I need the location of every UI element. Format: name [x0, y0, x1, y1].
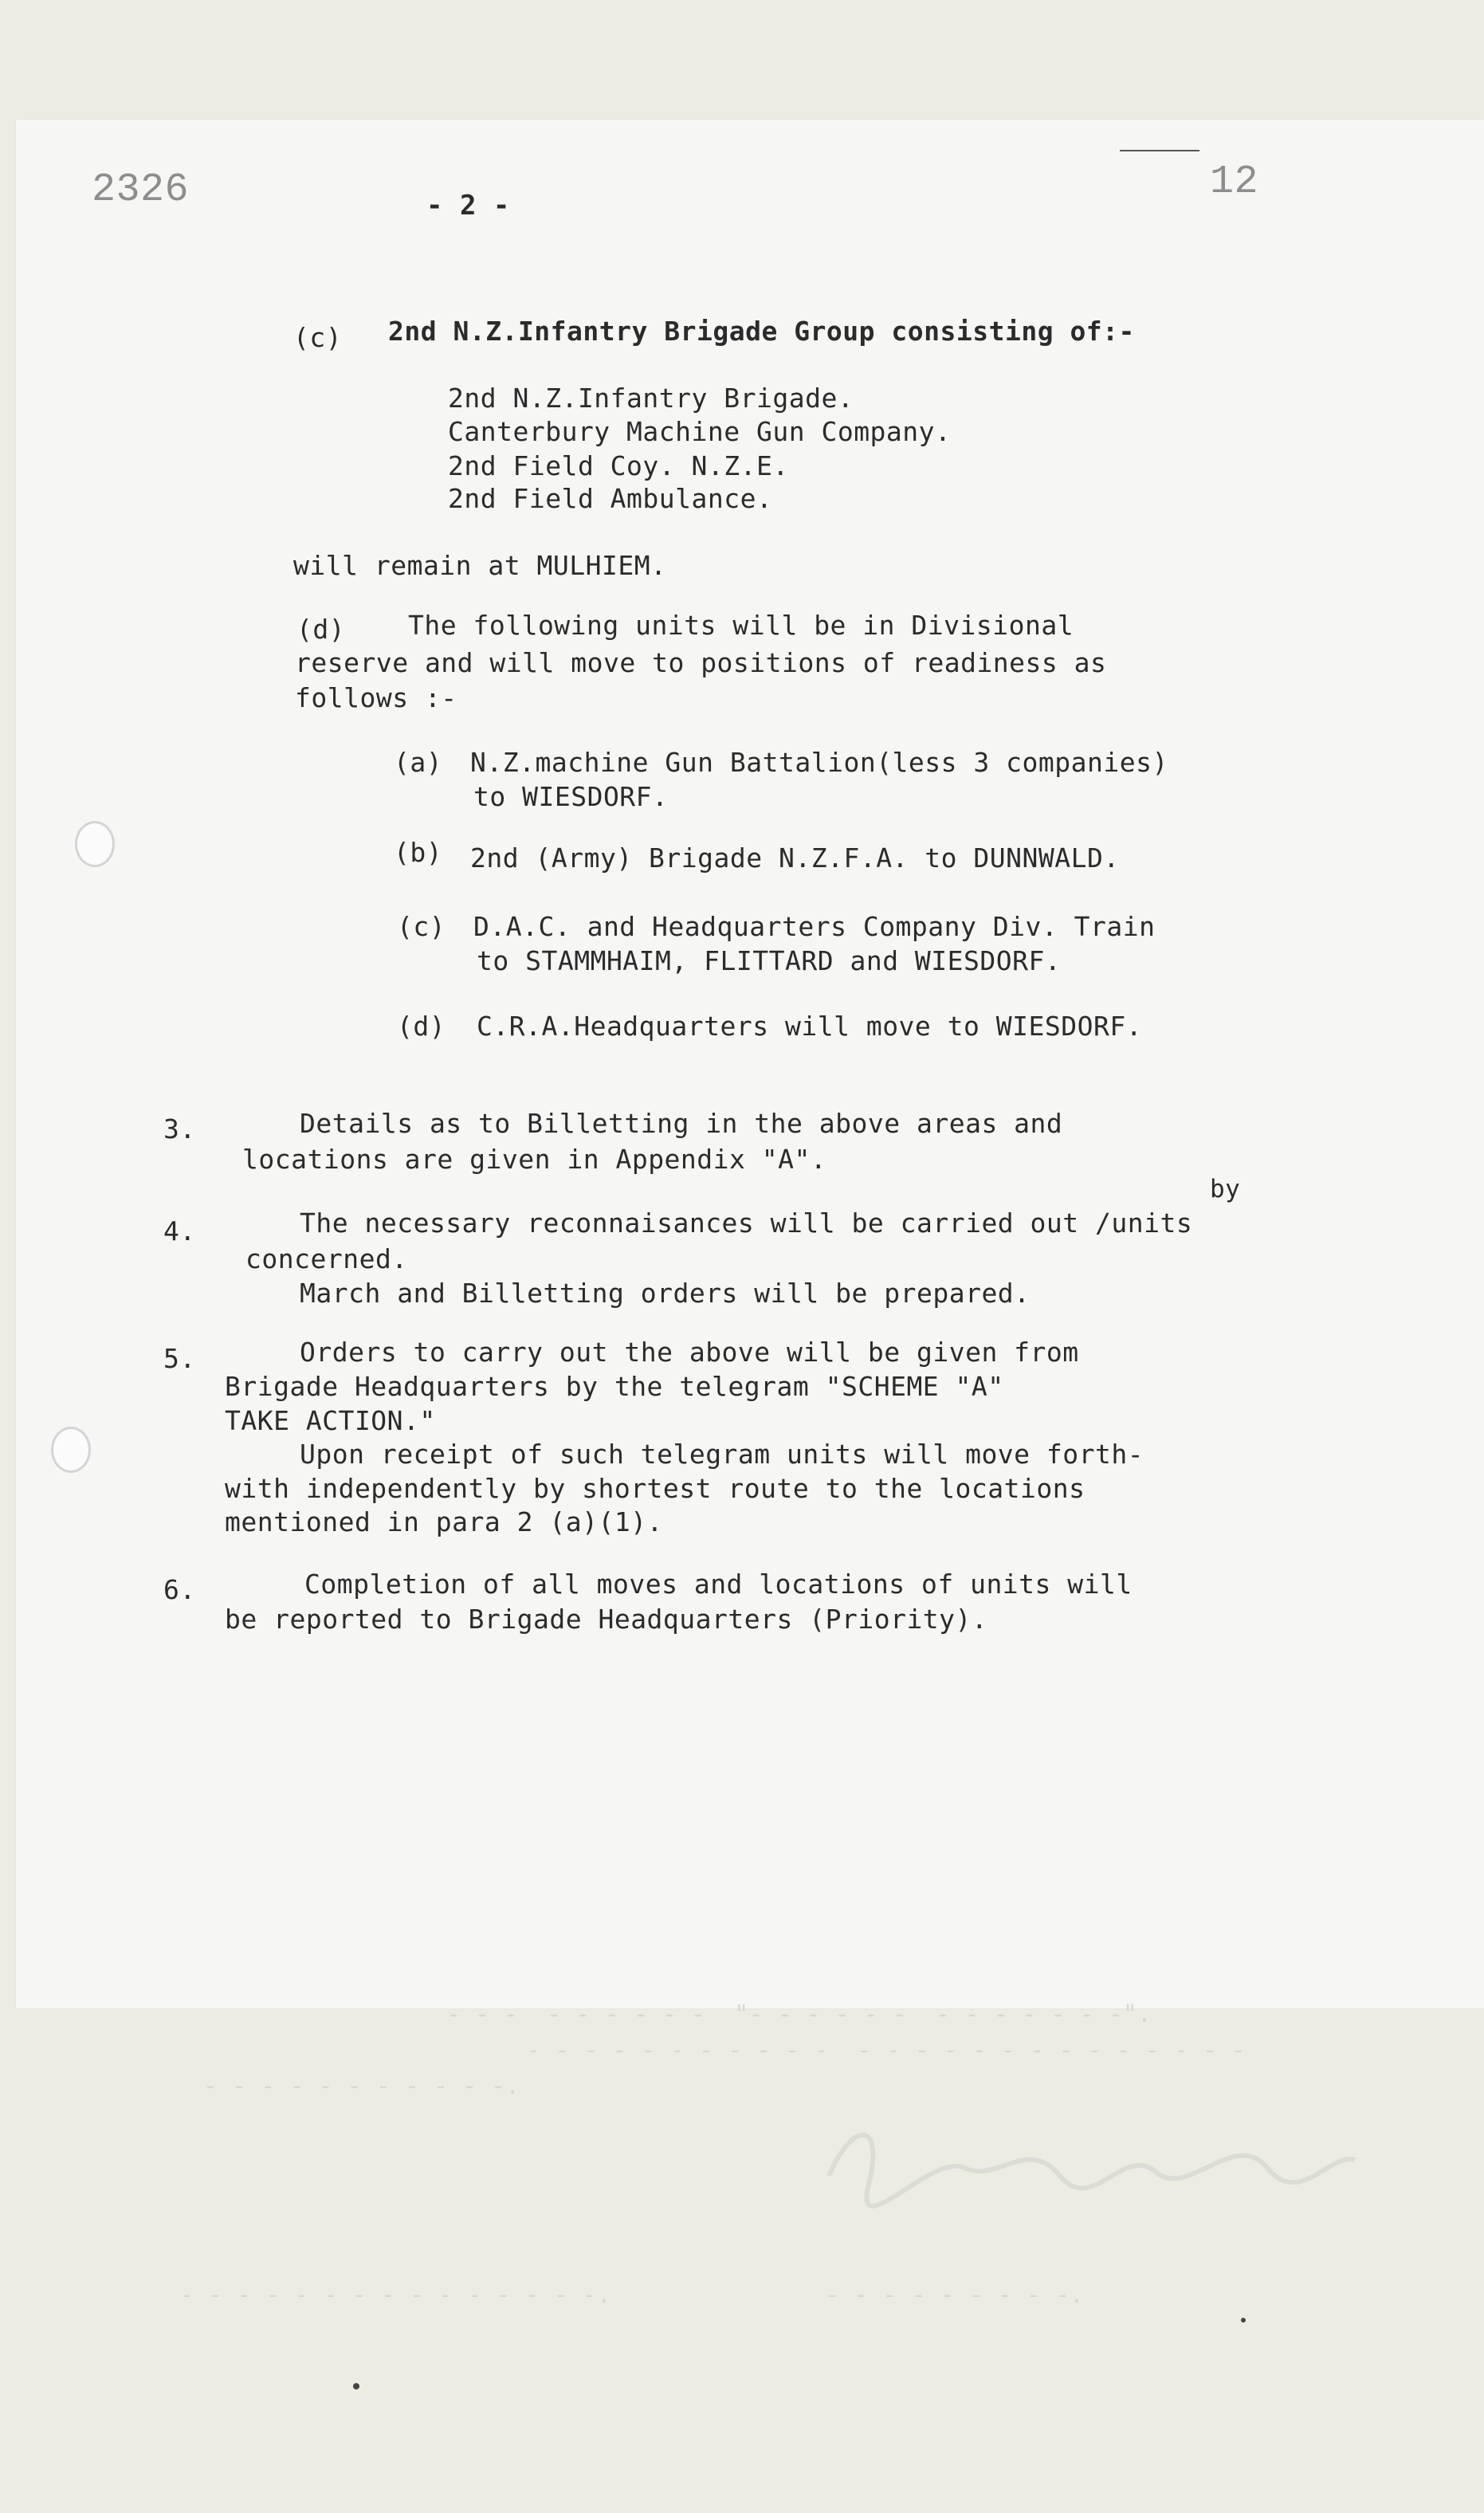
item-label: (b)	[394, 837, 443, 868]
section-d-line: The following units will be in Divisional	[408, 610, 1074, 641]
paragraph-line: with independently by shortest route to the locations	[225, 1473, 1086, 1504]
paragraph-line: Completion of all moves and locations of units will	[304, 1569, 1133, 1600]
item-label: (d)	[397, 1011, 446, 1042]
speck	[1241, 2318, 1246, 2323]
bleed-through-text: - - - - - - - - - "- - - - - - - - - - - - -".	[446, 2001, 1152, 2028]
folio-dash	[1120, 150, 1199, 151]
punch-hole	[75, 821, 115, 867]
paragraph-line: Brigade Headquarters by the telegram "SCHEME "A"	[225, 1371, 1004, 1402]
section-d-line: reserve and will move to positions of readiness as	[295, 647, 1107, 678]
unit-line: 2nd Field Ambulance.	[448, 483, 773, 514]
item-line: to WIESDORF.	[473, 781, 669, 812]
item-line: D.A.C. and Headquarters Company Div. Train	[473, 911, 1156, 942]
paragraph-line: Details as to Billetting in the above areas and	[300, 1108, 1063, 1139]
paragraph-line: locations are given in Appendix "A".	[242, 1144, 827, 1175]
remain-line: will remain at MULHIEM.	[293, 550, 667, 581]
unit-line: 2nd Field Coy. N.Z.E.	[448, 450, 789, 481]
item-label: (c)	[397, 911, 446, 942]
bleed-through-text: - - - - - - - - - - - - - - -.	[179, 2281, 611, 2309]
section-d-line: follows :-	[295, 682, 457, 713]
section-c-label: (c)	[293, 322, 343, 353]
section-c-heading: 2nd N.Z.Infantry Brigade Group consisting of:-	[388, 316, 1135, 347]
handwritten-insert: by	[1210, 1175, 1241, 1203]
reference-number: 2326	[92, 167, 190, 213]
item-line: to STAMMHAIM, FLITTARD and WIESDORF.	[477, 945, 1062, 976]
item-line: C.R.A.Headquarters will move to WIESDORF.	[477, 1011, 1143, 1042]
paragraph-line: be reported to Brigade Headquarters (Priority).	[225, 1604, 988, 1635]
bleed-through-signature	[821, 2104, 1363, 2224]
paragraph-number: 3.	[163, 1113, 196, 1145]
folio-number: 12	[1210, 159, 1259, 205]
item-line: N.Z.machine Gun Battalion(less 3 companies)	[470, 747, 1168, 778]
paragraph-line: concerned.	[245, 1243, 408, 1274]
paragraph-line: March and Billetting orders will be prepared.	[300, 1278, 1031, 1309]
page-number: - 2 -	[426, 190, 510, 222]
unit-line: 2nd N.Z.Infantry Brigade.	[448, 383, 854, 414]
paragraph-number: 6.	[163, 1574, 196, 1605]
paragraph-line: TAKE ACTION."	[225, 1405, 436, 1436]
paragraph-number: 4.	[163, 1215, 196, 1247]
bleed-through-text: - - - - - - - - - - - - - - - - - - - - - - - - -	[526, 2036, 1246, 2064]
punch-hole	[51, 1427, 91, 1473]
paragraph-number: 5.	[163, 1343, 196, 1374]
paragraph-line: The necessary reconnaisances will be carried out /units	[300, 1207, 1193, 1239]
paragraph-line: mentioned in para 2 (a)(1).	[225, 1506, 663, 1537]
speck	[353, 2383, 359, 2389]
section-d-label: (d)	[296, 614, 346, 645]
paragraph-line: Upon receipt of such telegram units will move forth-	[300, 1439, 1144, 1470]
bleed-through-text: - - - - - - - - - - -.	[203, 2072, 520, 2100]
unit-line: Canterbury Machine Gun Company.	[448, 416, 952, 447]
item-line: 2nd (Army) Brigade N.Z.F.A. to DUNNWALD.	[470, 842, 1120, 874]
item-label: (a)	[394, 747, 443, 778]
bleed-through-text: - - - - - - - - -.	[825, 2281, 1085, 2309]
paragraph-line: Orders to carry out the above will be given from	[300, 1337, 1079, 1368]
